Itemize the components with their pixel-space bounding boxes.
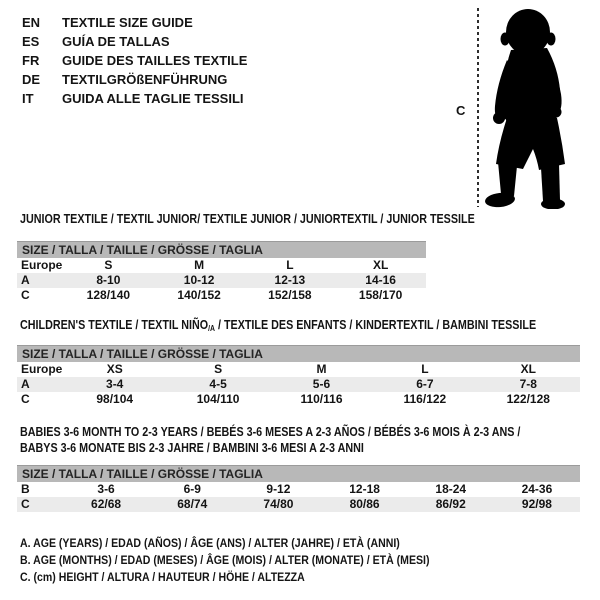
cell: S — [214, 362, 223, 376]
cell: XS — [106, 362, 123, 376]
cell: 140/152 — [177, 288, 221, 302]
cell: 7-8 — [519, 377, 537, 391]
cell: S — [104, 258, 113, 272]
lang-row-fr — [22, 51, 247, 70]
table-row — [17, 273, 426, 288]
cell: 8-10 — [96, 273, 121, 287]
lang-code: EN — [22, 15, 41, 30]
junior-title-text: JUNIOR TEXTILE / TEXTIL JUNIOR/ TEXTILE JUNIOR / JUNIORTEXTIL / JUNIOR TESSILE — [20, 212, 475, 226]
cell: 18-24 — [435, 482, 467, 496]
babies-section-title — [20, 424, 600, 456]
children-title-suffix: / TEXTILE DES ENFANTS / KINDERTEXTIL / BAMBINI TESSILE — [214, 318, 537, 332]
table-row — [17, 288, 426, 303]
lang-label: TEXTILE SIZE GUIDE — [62, 15, 193, 30]
cell: M — [316, 362, 327, 376]
row-label: C — [21, 497, 30, 511]
legend-line-a: A. AGE (YEARS) / EDAD (AÑOS) / ÂGE (ANS) / ALTER (JAHRE) / ETÀ (ANNI) — [20, 536, 400, 550]
size-header-bar — [17, 241, 426, 258]
lang-label: GUIDA ALLE TAGLIE TESSILI — [62, 91, 244, 106]
lang-row-de — [22, 70, 247, 89]
cell: 3-4 — [106, 377, 124, 391]
cell: L — [286, 258, 294, 272]
table-row — [17, 377, 580, 392]
height-measure-label: C — [456, 103, 466, 118]
table-row — [17, 482, 580, 497]
table-row — [17, 497, 580, 512]
babies-title-line2: BABYS 3-6 MONATE BIS 2-3 JAHRE / BAMBINI 3-6 MESI A 2-3 ANNI — [20, 441, 364, 455]
language-list — [22, 13, 247, 108]
height-measure-dotted-line — [477, 8, 479, 207]
cell: 10-12 — [183, 273, 215, 287]
row-label: A — [21, 377, 30, 391]
cell: 3-6 — [97, 482, 115, 496]
lang-row-it — [22, 89, 247, 108]
cell: 116/122 — [403, 392, 447, 406]
cell: 4-5 — [209, 377, 227, 391]
junior-section-title — [20, 211, 549, 227]
children-size-table — [17, 345, 580, 407]
table-row — [17, 362, 580, 377]
row-label: C — [21, 288, 30, 302]
legend-line-b: B. AGE (MONTHS) / EDAD (MESES) / ÂGE (MOIS) / ALTER (MONATE) / ETÀ (MESI) — [20, 553, 430, 567]
cell: 122/128 — [506, 392, 550, 406]
row-label: Europe — [21, 362, 63, 376]
cell: 98/104 — [96, 392, 134, 406]
size-header-text: SIZE / TALLA / TAILLE / GRÖSSE / TAGLIA — [22, 243, 263, 257]
lang-code: DE — [22, 72, 41, 87]
lang-row-es — [22, 32, 247, 51]
cell: 74/80 — [263, 497, 294, 511]
toddler-silhouette — [483, 4, 583, 209]
cell: 104/110 — [196, 392, 240, 406]
cell: 6-7 — [416, 377, 434, 391]
cell: 128/140 — [86, 288, 131, 302]
lang-code: ES — [22, 34, 40, 49]
junior-size-table — [17, 241, 426, 303]
children-title-prefix: CHILDREN'S TEXTILE / TEXTIL NIÑO — [20, 318, 209, 332]
lang-label: GUÍA DE TALLAS — [62, 34, 170, 49]
legend-line-c: C. (cm) HEIGHT / ALTURA / HAUTEUR / HÖHE / ALTEZZA — [20, 570, 305, 584]
lang-label: GUIDE DES TAILLES TEXTILE — [62, 53, 248, 68]
row-label: B — [21, 482, 30, 496]
size-header-text: SIZE / TALLA / TAILLE / GRÖSSE / TAGLIA — [22, 347, 263, 361]
lang-row-en — [22, 13, 247, 32]
cell: XL — [520, 362, 536, 376]
cell: 92/98 — [521, 497, 552, 511]
row-label: A — [21, 273, 30, 287]
cell: 12-13 — [274, 273, 306, 287]
cell: 24-36 — [521, 482, 553, 496]
cell: 6-9 — [183, 482, 201, 496]
cell: L — [421, 362, 429, 376]
lang-code: FR — [22, 53, 40, 68]
lang-code: IT — [22, 91, 34, 106]
table-row — [17, 392, 580, 407]
babies-size-table — [17, 465, 580, 512]
cell: 12-18 — [349, 482, 380, 496]
cell: 5-6 — [312, 377, 331, 391]
cell: XL — [372, 258, 389, 272]
cell: 68/74 — [177, 497, 208, 511]
cell: 62/68 — [91, 497, 122, 511]
cell: 158/170 — [358, 288, 403, 302]
children-section-title — [20, 317, 600, 337]
measure-legend — [20, 535, 485, 586]
row-label: Europe — [21, 258, 63, 272]
cell: 14-16 — [365, 273, 396, 287]
children-title-sub: /A — [208, 324, 215, 333]
cell: 152/158 — [268, 288, 312, 302]
table-row — [17, 258, 426, 273]
lang-label: TEXTILGRÖßENFÜHRUNG — [62, 72, 228, 87]
cell: 110/116 — [300, 392, 343, 406]
babies-title-line1: BABIES 3-6 MONTH TO 2-3 YEARS / BEBÉS 3-6 MESES A 2-3 AÑOS / BÉBÉS 3-6 MOIS À 2-3 ANS / — [20, 425, 521, 439]
cell: 80/86 — [349, 497, 380, 511]
cell: M — [194, 258, 205, 272]
row-label: C — [21, 392, 30, 406]
cell: 86/92 — [435, 497, 466, 511]
size-header-bar — [17, 345, 580, 362]
size-header-text: SIZE / TALLA / TAILLE / GRÖSSE / TAGLIA — [22, 467, 263, 481]
size-header-bar — [17, 465, 580, 482]
cell: 9-12 — [266, 482, 291, 496]
children-title-text — [20, 317, 536, 337]
